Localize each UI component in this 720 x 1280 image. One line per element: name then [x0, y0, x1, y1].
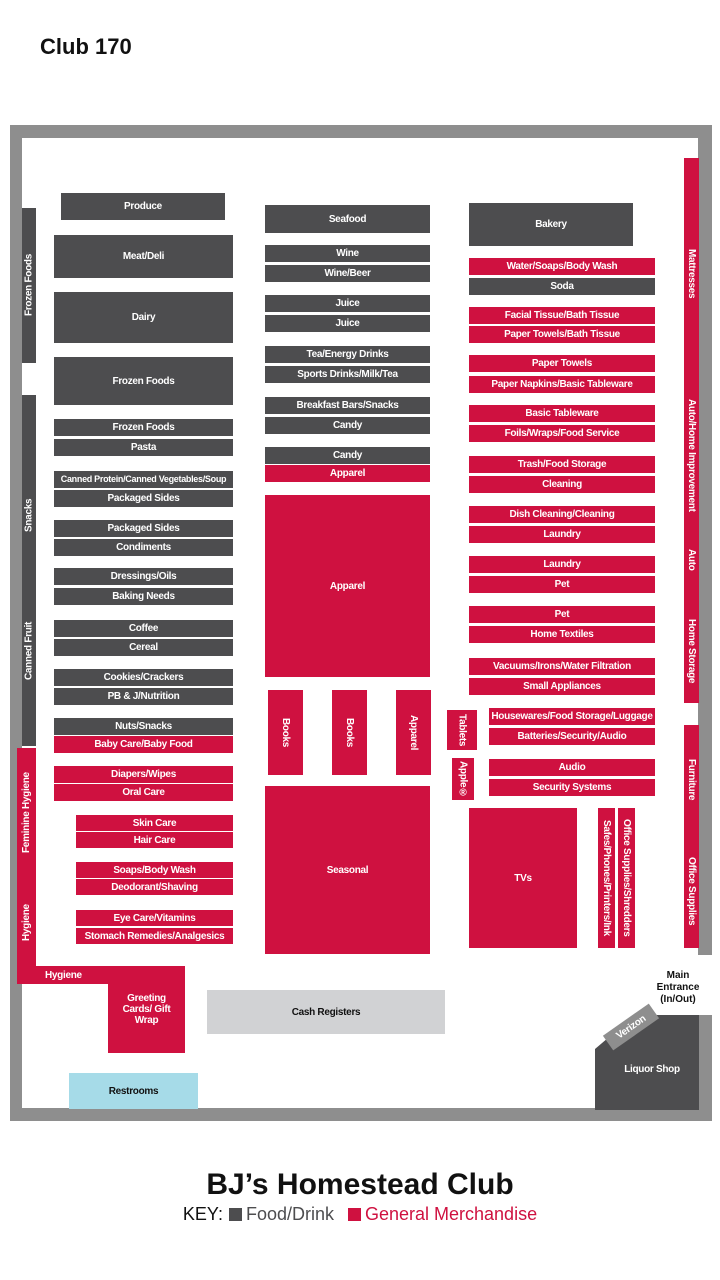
aisle-home-textiles: Home Textiles [469, 626, 655, 643]
aisle-audio: Audio [489, 759, 655, 776]
aisle-paper-towels: Paper Towels [469, 355, 655, 372]
aisle-seafood: Seafood [265, 205, 430, 233]
aisle-candy-1: Candy [265, 417, 430, 434]
aisle-skin-care: Skin Care [76, 815, 233, 831]
aisle-safes-phones: Safes/Phones/Printers/Ink [598, 808, 615, 948]
aisle-apple: Apple® [452, 758, 474, 800]
aisle-candy-2: Candy [265, 447, 430, 464]
hygiene-bottom: Hygiene [17, 966, 185, 984]
wall-feminine-hygiene: Feminine Hygiene [17, 748, 36, 878]
aisle-soda: Soda [469, 278, 655, 295]
liquor-shop: Liquor Shop [624, 1063, 680, 1075]
apparel-block: Apparel [265, 495, 430, 677]
verizon-kiosk: Verizon [603, 1004, 659, 1051]
aisle-soaps-body-wash: Soaps/Body Wash [76, 862, 233, 878]
club-number: Club 170 [40, 34, 132, 59]
aisle-books-1: Books [268, 690, 303, 775]
aisle-housewares: Housewares/Food Storage/Luggage [489, 708, 655, 725]
aisle-water-soaps: Water/Soaps/Body Wash [469, 258, 655, 275]
wall-mattresses: Mattresses [684, 158, 699, 390]
aisle-paper-napkins: Paper Napkins/Basic Tableware [469, 376, 655, 393]
wall-office-supplies: Office Supplies [684, 835, 699, 948]
aisle-laundry-2: Laundry [469, 556, 655, 573]
aisle-juice-2: Juice [265, 315, 430, 332]
aisle-juice-1: Juice [265, 295, 430, 312]
aisle-books-2: Books [332, 690, 367, 775]
aisle-small-appliances: Small Appliances [469, 678, 655, 695]
aisle-dairy: Dairy [54, 292, 233, 343]
aisle-apparel-2: Apparel [396, 690, 431, 775]
aisle-bakery: Bakery [469, 203, 633, 246]
aisle-apparel-1: Apparel [265, 465, 430, 482]
aisle-dish-cleaning: Dish Cleaning/Cleaning [469, 506, 655, 523]
aisle-packaged-sides-1: Packaged Sides [54, 490, 233, 507]
restrooms: Restrooms [69, 1073, 198, 1109]
aisle-tea-energy: Tea/Energy Drinks [265, 346, 430, 363]
aisle-batteries: Batteries/Security/Audio [489, 728, 655, 745]
aisle-pet-1: Pet [469, 576, 655, 593]
key-general: General Merchandise [364, 1204, 538, 1224]
aisle-produce: Produce [61, 193, 225, 220]
aisle-basic-tableware: Basic Tableware [469, 405, 655, 422]
wall-snacks: Snacks [22, 395, 36, 635]
aisle-foils-wraps: Foils/Wraps/Food Service [469, 425, 655, 442]
aisle-facial-tissue: Facial Tissue/Bath Tissue [469, 307, 655, 324]
aisle-frozen-foods-1: Frozen Foods [54, 357, 233, 405]
aisle-eye-care: Eye Care/Vitamins [76, 910, 233, 926]
aisle-hair-care: Hair Care [76, 832, 233, 848]
aisle-trash-storage: Trash/Food Storage [469, 456, 655, 473]
aisle-condiments: Condiments [54, 539, 233, 556]
aisle-nuts-snacks: Nuts/Snacks [54, 718, 233, 735]
aisle-sports-drinks: Sports Drinks/Milk/Tea [265, 366, 430, 383]
wall-home-storage: Home Storage [684, 600, 699, 703]
food-swatch [229, 1208, 242, 1221]
aisle-baking-needs: Baking Needs [54, 588, 233, 605]
aisle-wine: Wine [265, 245, 430, 262]
key-food: Food/Drink [245, 1204, 334, 1224]
aisle-diapers-wipes: Diapers/Wipes [54, 766, 233, 783]
general-swatch [348, 1208, 361, 1221]
aisle-laundry-1: Laundry [469, 526, 655, 543]
wall-auto: Auto [684, 520, 699, 600]
cash-registers: Cash Registers [207, 990, 445, 1034]
aisle-stomach-remedies: Stomach Remedies/Analgesics [76, 928, 233, 944]
greeting-cards: Greeting Cards/ Gift Wrap [108, 966, 185, 1053]
aisle-paper-towels-bath: Paper Towels/Bath Tissue [469, 326, 655, 343]
wall-canned-fruit: Canned Fruit [22, 556, 36, 746]
wall-auto-home-improvement: Auto/Home Improvement [684, 390, 699, 520]
aisle-oral-care: Oral Care [54, 784, 233, 801]
wall-hygiene: Hygiene [17, 878, 36, 968]
aisle-frozen-foods-2: Frozen Foods [54, 419, 233, 436]
aisle-pbj-nutrition: PB & J/Nutrition [54, 688, 233, 705]
wall-furniture: Furniture [684, 725, 699, 835]
aisle-canned-protein: Canned Protein/Canned Vegetables/Soup [54, 471, 233, 488]
aisle-pasta: Pasta [54, 439, 233, 456]
aisle-cereal: Cereal [54, 639, 233, 656]
aisle-meat-deli: Meat/Deli [54, 235, 233, 278]
map-key [0, 1204, 720, 1225]
seasonal-block: Seasonal [265, 786, 430, 954]
store-title: BJ’s Homestead Club [206, 1168, 514, 1201]
aisle-packaged-sides-2: Packaged Sides [54, 520, 233, 537]
aisle-breakfast-bars: Breakfast Bars/Snacks [265, 397, 430, 414]
aisle-cookies-crackers: Cookies/Crackers [54, 669, 233, 686]
aisle-vacuums: Vacuums/Irons/Water Filtration [469, 658, 655, 675]
aisle-coffee: Coffee [54, 620, 233, 637]
aisle-deodorant: Deodorant/Shaving [76, 879, 233, 895]
aisle-tablets: Tablets [447, 710, 477, 750]
tvs-block: TVs [469, 808, 577, 948]
aisle-wine-beer: Wine/Beer [265, 265, 430, 282]
wall-frozen-foods: Frozen Foods [22, 208, 36, 363]
aisle-cleaning: Cleaning [469, 476, 655, 493]
key-label: KEY: [182, 1204, 223, 1224]
main-entrance-label: Main Entrance (In/Out) [656, 970, 700, 1005]
aisle-office-supplies-shredders: Office Supplies/Shredders [618, 808, 635, 948]
aisle-pet-2: Pet [469, 606, 655, 623]
aisle-security-systems: Security Systems [489, 779, 655, 796]
aisle-baby-care: Baby Care/Baby Food [54, 736, 233, 753]
aisle-dressings-oils: Dressings/Oils [54, 568, 233, 585]
